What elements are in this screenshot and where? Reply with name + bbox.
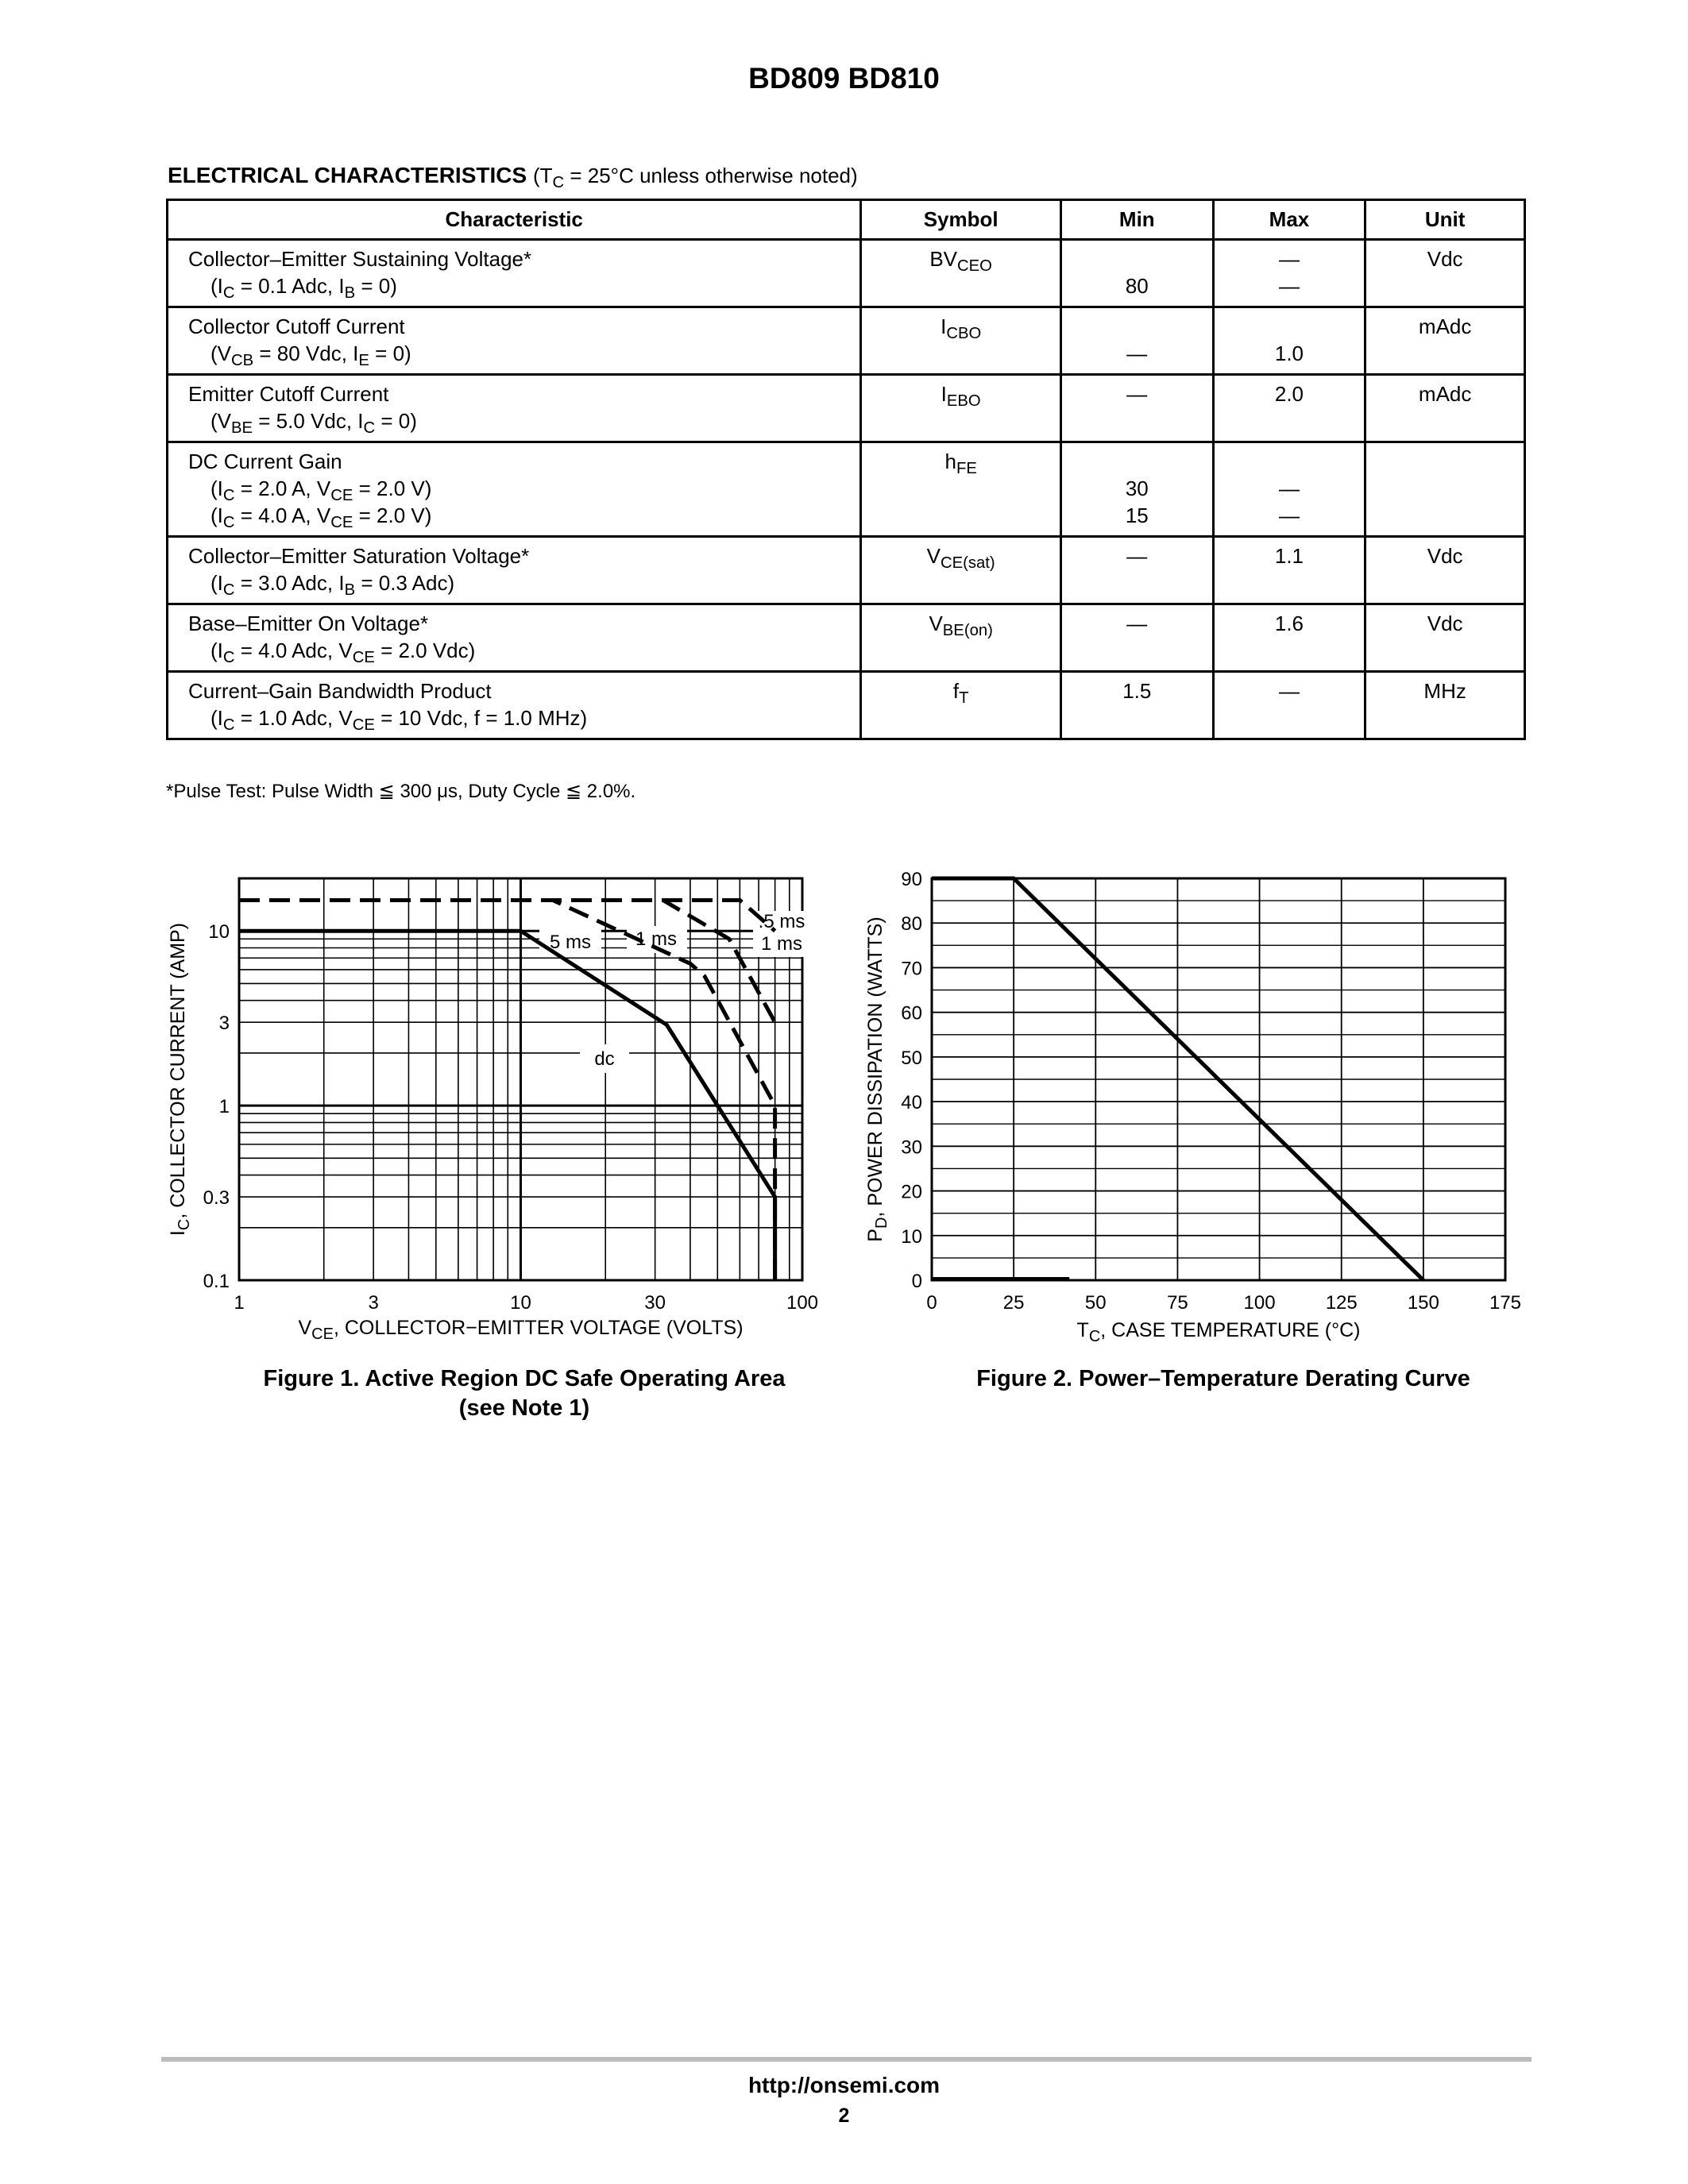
symbol-cell: $f_T$ xyxy=(861,672,1061,739)
fig2-ytick-label: 90 xyxy=(901,869,922,890)
characteristic-cell: DC Current Gain ($I_C = 2.0$ A, $V_{CE} = 2.0$ V) ($I_C = 4.0$ A, $V_{CE} = 2.0$ V) xyxy=(168,442,861,537)
characteristic-cell: Collector Cutoff Current ($V_{CB} = 80$ Vdc, $I_E = 0$) xyxy=(168,307,861,375)
figure-1-caption xyxy=(199,1364,850,1423)
fig2-xlabel: $T_C$, CASE TEMPERATURE (°C) xyxy=(1076,1319,1361,1345)
symbol-cell: $I_{EBO}$ xyxy=(861,375,1061,442)
fig2-xtick-label: 0 xyxy=(926,1292,937,1314)
fig1-ylabel: $I_C$, COLLECTOR CURRENT (AMP) xyxy=(167,922,193,1237)
figure-1-caption-line1: Figure 1. Active Region DC Safe Operating Area xyxy=(263,1366,786,1391)
fig2-ytick-label: 70 xyxy=(901,958,922,980)
fig2-xtick-label: 25 xyxy=(1002,1292,1025,1314)
symbol-cell: $V_{CE(sat)}$ xyxy=(861,537,1061,604)
fig1-xlabel: $V_{CE}$, COLLECTOR−EMITTER VOLTAGE (VOLTS) xyxy=(298,1317,744,1343)
fig1-ytick-label: 1 xyxy=(218,1096,230,1118)
symbol-cell: $V_{BE(on)}$ xyxy=(861,604,1061,672)
figure-1-caption-line2: (see Note 1) xyxy=(458,1395,590,1421)
page-title: BD809 BD810 xyxy=(748,62,940,95)
fig2-ytick-label: 50 xyxy=(901,1047,922,1069)
fig2-ytick-label: 30 xyxy=(901,1136,922,1159)
fig2-ytick-label: 0 xyxy=(911,1271,922,1292)
max-cell: 1.0 xyxy=(1213,307,1365,375)
fig2-ytick-label: 40 xyxy=(901,1092,922,1114)
pulse-test-footnote: *Pulse Test: Pulse Width ≦ 300 μs, Duty Cycle ≦ 2.0%. xyxy=(166,781,636,802)
ec-title: ELECTRICAL CHARACTERISTICS xyxy=(168,163,527,187)
characteristic-cell: Collector–Emitter Saturation Voltage* ($I_C = 3.0$ Adc, $I_B = 0.3$ Adc) xyxy=(168,537,861,604)
fig1-ytick-label: 0.1 xyxy=(203,1271,230,1292)
fig2-ytick-label: 60 xyxy=(901,1002,922,1024)
min-cell: — xyxy=(1060,375,1213,442)
fig1-annotation-05ms: .5 ms xyxy=(758,911,805,932)
column-header-max: Max xyxy=(1213,200,1365,240)
fig2-xtick-label: 50 xyxy=(1084,1292,1107,1314)
fig2-xtick-label: 75 xyxy=(1167,1292,1188,1314)
symbol-cell: $h_{FE}$ xyxy=(861,442,1061,537)
fig1-ytick-label: 10 xyxy=(208,921,230,943)
symbol-cell: $BV_{CEO}$ xyxy=(861,240,1061,307)
fig1-xtick-label: 1 xyxy=(234,1292,245,1314)
fig2-xtick-label: 100 xyxy=(1243,1292,1276,1314)
min-cell: — xyxy=(1060,537,1213,604)
column-header-unit: Unit xyxy=(1365,200,1525,240)
fig2-xtick-label: 175 xyxy=(1489,1292,1522,1314)
fig1-xtick-label: 3 xyxy=(368,1292,379,1314)
fig2-ytick-label: 80 xyxy=(901,913,922,936)
fig2-xtick-label: 150 xyxy=(1407,1292,1439,1314)
fig1-annotation-1ms: 1 ms xyxy=(635,928,678,950)
column-header-characteristic: Characteristic xyxy=(168,200,861,240)
min-cell: 1.5 xyxy=(1060,672,1213,739)
ec-condition: ($T_C = 25^\circ C$ unless otherwise noted) xyxy=(532,164,858,191)
max-cell: 1.6 xyxy=(1213,604,1365,672)
max-cell: — — xyxy=(1213,442,1365,537)
fig2-ytick-label: 20 xyxy=(901,1181,922,1203)
max-cell: — — xyxy=(1213,240,1365,307)
unit-cell: mAdc xyxy=(1365,307,1525,375)
unit-cell: mAdc xyxy=(1365,375,1525,442)
symbol-cell: $I_{CBO}$ xyxy=(861,307,1061,375)
fig1-annotation-dc: dc xyxy=(594,1048,615,1070)
fig1-annotation-5ms: 5 ms xyxy=(549,932,592,953)
fig1-xtick-label: 30 xyxy=(644,1292,666,1314)
characteristic-cell: Collector–Emitter Sustaining Voltage* ($I_C = 0.1$ Adc, $I_B = 0$) xyxy=(168,240,861,307)
footer-url-link[interactable]: http://onsemi.com xyxy=(747,2073,941,2097)
min-cell: — xyxy=(1060,604,1213,672)
fig1-xtick-label: 100 xyxy=(786,1292,819,1314)
fig1-xtick-label: 10 xyxy=(510,1292,531,1314)
unit-cell: Vdc xyxy=(1365,537,1525,604)
characteristic-cell: Base–Emitter On Voltage* ($I_C = 4.0$ Adc, $V_{CE} = 2.0$ Vdc) xyxy=(168,604,861,672)
fig2-ytick-label: 10 xyxy=(901,1225,922,1248)
column-header-min: Min xyxy=(1060,200,1213,240)
figure-2-caption: Figure 2. Power–Temperature Derating Curve xyxy=(976,1366,1470,1391)
fig1-ytick-label: 3 xyxy=(218,1013,230,1035)
characteristic-cell: Emitter Cutoff Current ($V_{BE} = 5.0$ Vdc, $I_C = 0$) xyxy=(168,375,861,442)
fig1-ytick-label: 0.3 xyxy=(203,1187,230,1210)
unit-cell: Vdc xyxy=(1365,240,1525,307)
fig1-annotation-1ms-b: 1 ms xyxy=(760,933,803,955)
unit-cell: Vdc xyxy=(1365,604,1525,672)
fig2-xtick-label: 125 xyxy=(1325,1292,1358,1314)
max-cell: 2.0 xyxy=(1213,375,1365,442)
min-cell: 80 xyxy=(1060,240,1213,307)
max-cell: 1.1 xyxy=(1213,537,1365,604)
column-header-symbol: Symbol xyxy=(861,200,1061,240)
footer-divider xyxy=(161,2057,1532,2062)
characteristic-cell: Current–Gain Bandwidth Product ($I_C = 1.0$ Adc, $V_{CE} = 10$ Vdc, f = 1.0 MHz) xyxy=(168,672,861,739)
page-number: 2 xyxy=(838,2105,850,2127)
fig2-ylabel: $P_D$, POWER DISSIPATION (WATTS) xyxy=(864,916,890,1242)
unit-cell: MHz xyxy=(1365,672,1525,739)
max-cell: — xyxy=(1213,672,1365,739)
min-cell: — xyxy=(1060,307,1213,375)
min-cell: 30 15 xyxy=(1060,442,1213,537)
